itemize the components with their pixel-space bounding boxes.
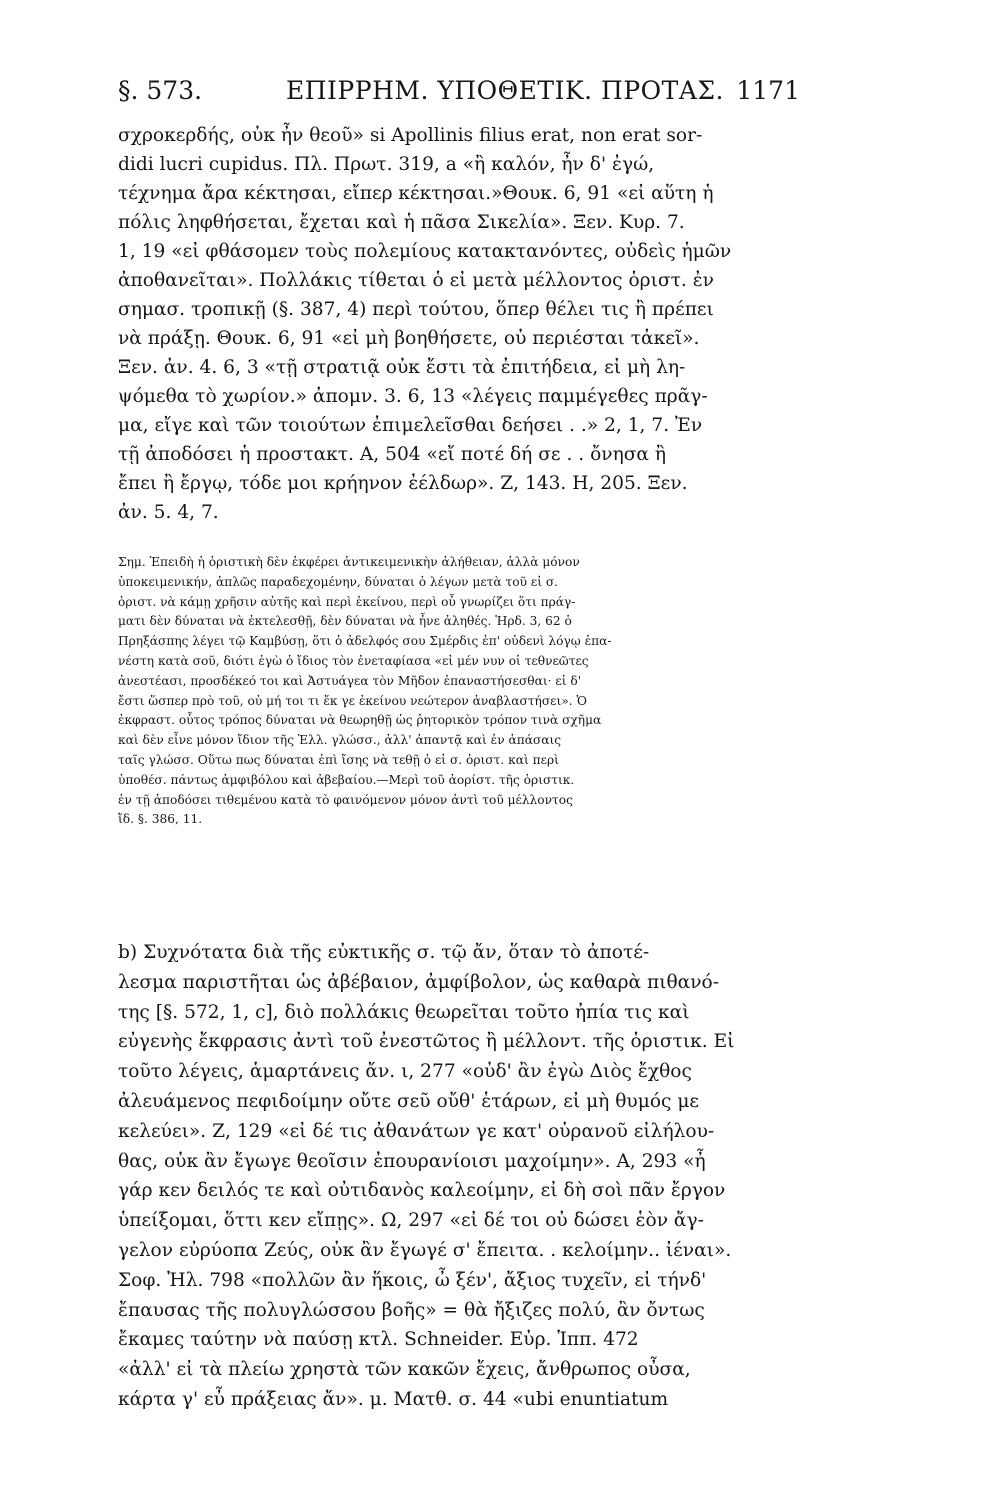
note-line: ὑποκειμενικήν, ἁπλῶς παραδεχομένην, δύναται ὁ λέγων μετὰ τοῦ εἰ σ. xyxy=(118,574,559,589)
text-line: ἔκαμες ταύτην νὰ παύσῃ κτλ. Schneider. Εὐρ. Ἱππ. 472 xyxy=(118,1329,639,1351)
main-paragraph-1 xyxy=(118,121,800,527)
text-line: νὰ πράξῃ. Θουκ. 6, 91 «εἰ μὴ βοηθήσετε, οὐ περιέσται τἀκεῖ». xyxy=(118,328,700,349)
text-line: πόλις ληφθήσεται, ἔχεται καὶ ἡ πᾶσα Σικελία». Ξεν. Κυρ. 7. xyxy=(118,212,685,233)
note-line: Πρηξάσπης λέγει τῷ Καμβύσῃ, ὅτι ὁ ἀδελφός σου Σμέρδις ἐπ' οὐδενὶ λόγῳ ἐπα- xyxy=(118,634,612,649)
note-line: ταῖς γλώσσ. Οὕτω πως δύναται ἐπὶ ἴσης νὰ τεθῇ ὁ εἰ σ. ὁριστ. καὶ περὶ xyxy=(118,752,559,767)
text-line: ἀλευάμενος πεφιδοίμην οὔτε σεῦ οὔθ' ἑτάρων, εἰ μὴ θυμός με xyxy=(118,1090,700,1112)
text-line: ἔπαυσας τῆς πολυγλώσσου βοῆς» = θὰ ἤξιζες πολύ, ἂν ὄντως xyxy=(118,1299,705,1321)
section-number: §. 573. xyxy=(118,76,203,105)
text-line: ἀν. 5. 4, 7. xyxy=(118,502,219,523)
text-line: σχροκερδής, οὐκ ἦν θεοῦ» si Apollinis filius erat, non erat sor- xyxy=(118,125,703,146)
text-line: τῇ ἀποδόσει ἡ προστακτ. Α, 504 «εἴ ποτέ δή σε . . ὄνησα ἢ xyxy=(118,444,667,465)
note-line: ἐν τῇ ἀποδόσει τιθεμένου κατὰ τὸ φαινόμενον μόνον ἀντὶ τοῦ μέλλοντος xyxy=(118,792,573,807)
text-line: Ξεν. ἀν. 4. 6, 3 «τῇ στρατιᾷ οὐκ ἔστι τὰ ἐπιτήδεια, εἰ μὴ λη- xyxy=(118,357,686,378)
note-line: ἀνεστέασι, προσδέκεό τοι καὶ Ἀστυάγεα τὸν Μῆδον ἐπαναστήσεσθαι· εἰ δ' xyxy=(118,673,582,688)
running-title: ΕΠΙΡΡΗΜ. ΥΠΟΘΕΤΙΚ. ΠΡΟΤΑΣ. xyxy=(286,76,724,105)
note-line: ἔστι ὥσπερ πρὸ τοῦ, οὐ μή τοι τι ἔκ γε ἐκείνου νεώτερον ἀναβλαστήσει». Ὁ xyxy=(118,693,587,708)
text-line: γελον εὐρύοπα Ζεύς, οὐκ ἂν ἔγωγέ σ' ἔπειτα. . κελοίμην.. ἰέναι». xyxy=(118,1239,732,1261)
text-line: θας, οὐκ ἂν ἔγωγε θεοῖσιν ἐπουρανίοισι μαχοίμην». Α, 293 «ἦ xyxy=(118,1150,706,1172)
note-line: Σημ. Ἐπειδὴ ἡ ὁριστικὴ δὲν ἐκφέρει ἀντικειμενικὴν ἀλήθειαν, ἀλλὰ μόνον xyxy=(118,555,580,569)
text-line: τοῦτο λέγεις, ἁμαρτάνεις ἄν. ι, 277 «οὐδ' ἂν ἐγὼ Διὸς ἔχθος xyxy=(118,1061,692,1083)
text-line: b) Συχνότατα διὰ τῆς εὐκτικῆς σ. τῷ ἄν, ὅταν τὸ ἀποτέ- xyxy=(118,942,650,963)
text-line: εὐγενὴς ἔκφρασις ἀντὶ τοῦ ἐνεστῶτος ἢ μέλλοντ. τῆς ὁριστικ. Εἰ xyxy=(118,1031,735,1053)
text-line: κελεύει». Ζ, 129 «εἰ δέ τις ἀθανάτων γε κατ' οὐρανοῦ εἰλήλου- xyxy=(118,1120,715,1142)
note-line: ὁριστ. νὰ κάμῃ χρῆσιν αὐτῆς καὶ περὶ ἐκείνου, περὶ οὗ γνωρίζει ὅτι πράγ- xyxy=(118,594,576,609)
text-line: τέχνημα ἄρα κέκτησαι, εἴπερ κέκτησαι.»Θουκ. 6, 91 «εἰ αὕτη ἡ xyxy=(118,183,714,204)
text-line: «ἀλλ' εἰ τὰ πλείω χρηστὰ τῶν κακῶν ἔχεις, ἄνθρωπος οὖσα, xyxy=(118,1359,691,1381)
text-line: ὑπείξομαι, ὅττι κεν εἴπῃς». Ω, 297 «εἰ δέ τοι οὐ δώσει ἑὸν ἄγ- xyxy=(118,1210,704,1232)
footnote-remark xyxy=(118,553,800,830)
main-paragraph-2 xyxy=(118,938,800,1415)
note-line: ἐκφραστ. οὗτος τρόπος δύναται νὰ θεωρηθῇ ὡς ῥητορικὸν τρόπον τινὰ σχῆμα xyxy=(118,713,602,728)
text-line: ψόμεθα τὸ χωρίον.» ἀπομν. 3. 6, 13 «λέγεις παμμέγεθες πρᾶγ- xyxy=(118,386,708,407)
text-line: κάρτα γ' εὖ πράξειας ἄν». μ. Ματθ. σ. 44 «ubi enuntiatum xyxy=(118,1388,669,1410)
page-number: 1171 xyxy=(736,76,800,105)
note-line: καὶ δὲν εἶνε μόνον ἴδιον τῆς Ἑλλ. γλώσσ., ἀλλ' ἀπαντᾷ καὶ ἐν ἁπάσαις xyxy=(118,733,562,748)
note-line: ἴδ. §. 386, 11. xyxy=(118,812,203,827)
note-line: ματι δὲν δύναται νὰ ἐκτελεσθῇ, δὲν δύναται νὰ ἦνε ἀληθές. Ἡρδ. 3, 62 ὁ xyxy=(118,614,572,629)
text-line: της [§. 572, 1, c], διὸ πολλάκις θεωρεῖται τοῦτο ἠπία τις καὶ xyxy=(118,1001,690,1023)
note-line: νέστη κατὰ σοῦ, διότι ἐγὼ ὁ ἴδιος τὸν ἐνεταφίασα «εἰ μέν νυν οἱ τεθνεῶτες xyxy=(118,653,589,668)
text-line: γάρ κεν δειλός τε καὶ οὐτιδανὸς καλεοίμην, εἰ δὴ σοὶ πᾶν ἔργον xyxy=(118,1180,726,1202)
text-line: ἀποθανεῖται». Πολλάκις τίθεται ὁ εἰ μετὰ μέλλοντος ὁριστ. ἐν xyxy=(118,270,714,291)
text-line: σημασ. τροπικῇ (§. 387, 4) περὶ τούτου, ὅπερ θέλει τις ἢ πρέπει xyxy=(118,299,714,320)
text-line: ἔπει ἢ ἔργῳ, τόδε μοι κρήηνον ἐέλδωρ». Ζ, 143. Η, 205. Ξεν. xyxy=(118,473,688,494)
text-line: 1, 19 «εἰ φθάσομεν τοὺς πολεμίους κατακτανόντες, οὐδεὶς ἡμῶν xyxy=(118,241,732,262)
text-line: didi lucri cupidus. Πλ. Πρωτ. 319, a «ἢ καλόν, ἦν δ' ἐγώ, xyxy=(118,154,655,175)
text-line: Σοφ. Ἠλ. 798 «πολλῶν ἂν ἥκοις, ὦ ξέν', ἄξιος τυχεῖν, εἰ τήνδ' xyxy=(118,1269,707,1291)
text-line: λεσμα παριστῆται ὡς ἀβέβαιον, ἀμφίβολον, ὡς καθαρὰ πιθανό- xyxy=(118,971,720,993)
running-header xyxy=(118,70,800,112)
text-line: μα, εἴγε καὶ τῶν τοιούτων ἐπιμελεῖσθαι δεήσει . .» 2, 1, 7. Ἐν xyxy=(118,415,703,436)
note-line: ὑποθέσ. πάντως ἀμφιβόλου καὶ ἀβεβαίου.—Μερὶ τοῦ ἀορίστ. τῆς ὁριστικ. xyxy=(118,772,575,787)
